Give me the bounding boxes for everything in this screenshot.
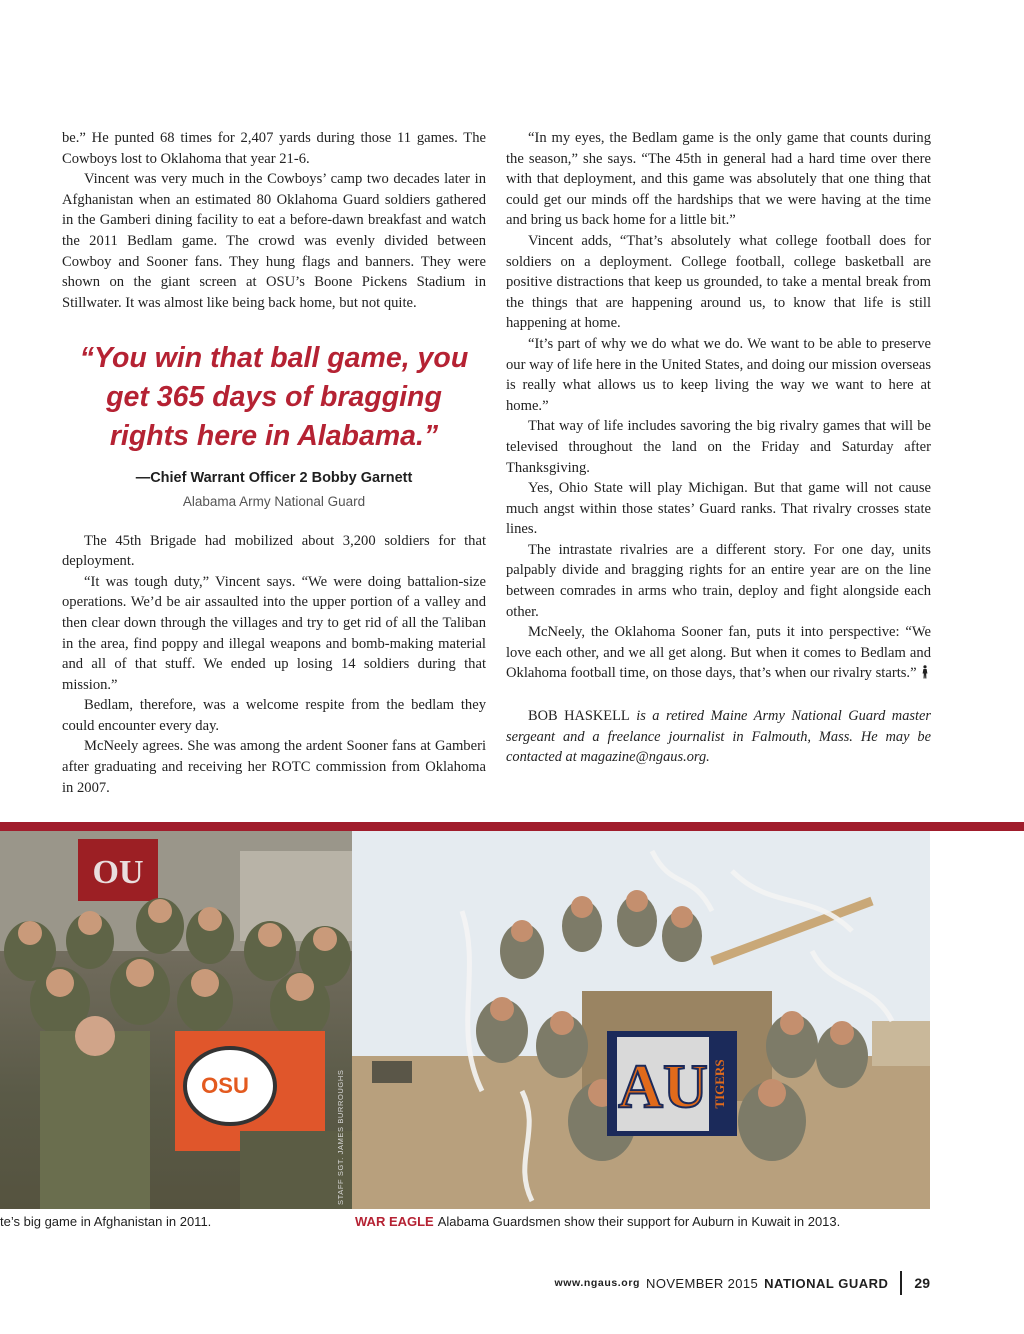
paragraph: That way of life includes savoring the big rivalry games that will be televised throughout the land on the Friday and Saturday after Thanksgiving. [506, 418, 931, 476]
pull-quote-attribution: —Chief Warrant Officer 2 Bobby Garnett [135, 470, 413, 487]
flag-auburn-text: AU [618, 1053, 708, 1121]
author-bio [506, 706, 931, 768]
flag-osu-text: OSU [201, 1073, 249, 1098]
caption-headline: WAR EAGLE [355, 1214, 434, 1229]
footer-magazine: NATIONAL GUARD [764, 1275, 889, 1291]
paragraph: Vincent was very much in the Cowboys’ camp two decades later in Afghanistan when an estimated 80 Oklahoma Guard soldiers gathered in the Gamberi dining facility to eat a before-dawn breakfast and watch the 2011 Bedlam game. The crowd was evenly divided between Cowboy and Sooner fans. They hung flags and banners. They were shown on the giant screen at OSU’s Boone Pickens Stadium in Stillwater. It was almost like being back home, but not quite. [62, 171, 486, 311]
footer-issue: NOVEMBER 2015 [646, 1275, 759, 1291]
pull-quote-text: “You win that ball game, you get 365 days of bragging rights here in Alabama.” [79, 342, 469, 453]
photo-kuwait-illustration [352, 831, 930, 1209]
pull-quote [62, 339, 486, 512]
paragraph: “It was tough duty,” Vincent says. “We were doing battalion-size operations. We’d be air assaulted into the upper portion of a valley and then clear down through the villages and try to get rid of all the Taliban in the area, find poppy and illegal weapons and bomb-making material and all of that stuff. We ended up losing 14 soldiers during that mission.” [62, 573, 486, 693]
paragraph: “It’s part of why we do what we do. We want to be able to preserve our way of life here in the United States, and doing our mission overseas is really what allows us to keep living the way we want to here at home.” [506, 335, 931, 414]
footer-divider [900, 1271, 902, 1295]
caption-right [355, 1214, 840, 1229]
photo-afghanistan-illustration [0, 831, 352, 1209]
author-description: is a retired Maine Army National Guard master sergeant and a freelance journalist in Falmouth, Mass. He may be contacted at magazine@ngaus.org. [506, 708, 931, 766]
photo-credit: STAFF SGT. JAMES BURROUGHS [336, 1069, 345, 1205]
footer-url[interactable]: www.ngaus.org [554, 1277, 641, 1289]
paragraph-final [506, 622, 931, 684]
photo-divider-rule [0, 822, 1024, 831]
paragraph: Vincent adds, “That’s absolutely what college football does for soldiers on a deployment. College football, college basketball are positive distractions that keep us grounded, to take a mental break from the things that are happening around us, to know that life is still happening at home. [506, 232, 931, 332]
pull-quote-organization: Alabama Army National Guard [182, 493, 366, 509]
final-text: McNeely, the Oklahoma Sooner fan, puts it into perspective: “We love each other, and we all get along. But when it comes to Bedlam and Oklahoma football time, on those days, that’s when our rivalry starts.” [506, 624, 931, 682]
soldier-end-icon [921, 665, 929, 679]
paragraph: The 45th Brigade had mobilized about 3,200 soldiers for that deployment. [62, 532, 486, 570]
flag-ou-text: OU [92, 854, 144, 891]
photo-gap [930, 831, 1024, 1209]
paragraph: “In my eyes, the Bedlam game is the only game that counts during the season,” she says. “The 45th in general had a hard time over there with that deployment, and this game was absolutely that one thing that could get our minds off the hardships that we were having at the time and bring us back home for a little bit.” [506, 130, 931, 229]
caption-left: te’s big game in Afghanistan in 2011. [0, 1214, 212, 1229]
paragraph: Bedlam, therefore, was a welcome respite from the bedlam they could encounter every day. [62, 697, 486, 734]
paragraph: be.” He punted 68 times for 2,407 yards during those 11 games. The Cowboys lost to Oklahoma that year 21-6. [62, 130, 486, 167]
page-footer [554, 1271, 930, 1295]
paragraph: Yes, Ohio State will play Michigan. But that game will not cause much angst within those states’ Guard ranks. That rivalry crosses state lines. [506, 480, 931, 538]
photo-afghanistan [0, 831, 352, 1209]
page-number: 29 [914, 1275, 930, 1291]
paragraph: McNeely agrees. She was among the ardent Sooner fans at Gamberi after graduating and receiving her ROTC commission from Oklahoma in 2007. [62, 738, 486, 796]
left-column [62, 128, 486, 798]
flag-tigers-text: TIGERS [712, 1059, 727, 1109]
right-column [506, 128, 931, 768]
caption-text: Alabama Guardsmen show their support for Auburn in Kuwait in 2013. [437, 1214, 841, 1229]
paragraph: The intrastate rivalries are a different story. For one day, units palpably divide and bragging rights for an entire year are on the line between comrades in arms who train, deploy and fight alongside each other. [506, 541, 931, 620]
photo-kuwait [352, 831, 930, 1209]
author-name: BOB HASKELL [528, 708, 630, 725]
